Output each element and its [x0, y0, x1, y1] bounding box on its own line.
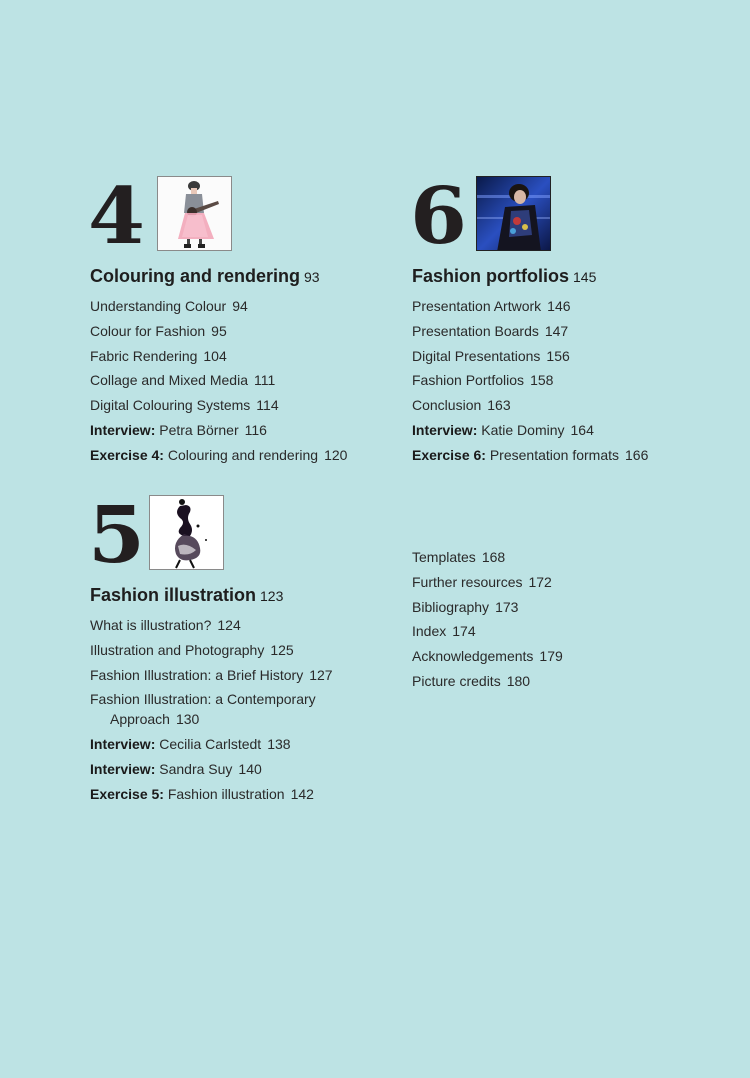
toc-entry-page: 147	[544, 322, 569, 339]
toc-entry-label: Bibliography	[412, 598, 490, 615]
toc-entry-label: Picture credits	[412, 672, 501, 689]
toc-entry-label: Digital Colouring Systems	[90, 397, 251, 414]
chapter-5-contents-list	[90, 615, 390, 804]
toc-entry-label: Conclusion	[412, 397, 482, 414]
toc-entry-label: Understanding Colour	[90, 298, 227, 314]
toc-entry-page: 104	[203, 347, 227, 364]
toc-entry-label: Templates	[412, 549, 476, 565]
toc-entry[interactable]	[90, 296, 390, 316]
toc-entry-page: 127	[309, 666, 333, 683]
toc-entry-page: 173	[495, 598, 519, 615]
chapter-number: 5	[88, 490, 143, 581]
toc-entry-further-resources[interactable]	[412, 572, 712, 592]
toc-entry[interactable]	[412, 370, 712, 390]
toc-entry-page: 166	[625, 446, 649, 463]
toc-entry[interactable]	[90, 689, 365, 729]
toc-entry-page: 124	[217, 617, 241, 633]
toc-entry[interactable]	[412, 395, 712, 415]
toc-entry[interactable]	[90, 346, 390, 366]
chapter-number: 6	[410, 171, 465, 262]
chapter-4-header	[88, 171, 390, 262]
chapter-6-header	[410, 171, 712, 262]
toc-entry-label: Fashion Illustration: a Contemporary Approach	[90, 691, 316, 728]
back-matter-section	[412, 547, 712, 696]
toc-entry-page: 146	[547, 298, 571, 314]
toc-entry-label: Index	[412, 623, 447, 640]
toc-entry[interactable]	[90, 615, 390, 635]
toc-entry-acknowledgements[interactable]	[412, 646, 712, 666]
toc-entry-page: 130	[175, 711, 200, 728]
toc-entry-exercise[interactable]	[90, 445, 390, 465]
chapter-number: 4	[88, 171, 143, 262]
toc-entry-prefix: Exercise 4:	[90, 446, 164, 463]
toc-entry-label: Acknowledgements	[412, 648, 534, 665]
chapter-page-number: 93	[304, 269, 320, 285]
toc-entry[interactable]	[90, 370, 390, 390]
toc-entry-label: Colouring and rendering	[167, 446, 319, 463]
toc-entry-label: Collage and Mixed Media	[90, 372, 248, 389]
toc-entry-page: 156	[546, 347, 570, 364]
toc-entry-label: What is illustration?	[90, 617, 212, 633]
toc-entry-label: Fashion Illustration: a Brief History	[90, 666, 304, 683]
toc-entry-interview[interactable]	[90, 420, 390, 440]
toc-entry[interactable]	[90, 665, 390, 685]
toc-entry-page: 180	[506, 672, 531, 689]
toc-entry-prefix: Exercise 5:	[90, 785, 164, 802]
toc-entry-page: 116	[244, 421, 267, 438]
back-matter-list	[412, 547, 712, 691]
toc-entry-page: 94	[232, 298, 248, 314]
toc-entry-page: 158	[530, 372, 554, 389]
toc-entry-exercise[interactable]	[90, 784, 390, 804]
toc-entry-page: 140	[238, 760, 262, 777]
toc-entry-prefix: Exercise 6:	[412, 446, 486, 463]
chapter-6-thumbnail-image	[476, 176, 551, 251]
toc-entry-interview[interactable]	[90, 759, 390, 779]
toc-entry-exercise[interactable]	[412, 445, 712, 465]
toc-entry-label: Illustration and Photography	[90, 641, 265, 658]
toc-entry-page: 95	[211, 322, 227, 339]
toc-entry-label: Fabric Rendering	[90, 347, 198, 364]
toc-entry-page: 168	[481, 549, 506, 565]
toc-entry-page: 120	[324, 446, 348, 463]
chapter-5-title	[90, 582, 390, 609]
toc-entry-prefix: Interview:	[90, 421, 156, 438]
toc-entry[interactable]	[90, 395, 390, 415]
toc-entry-prefix: Interview:	[90, 736, 156, 753]
toc-entry-label: Colour for Fashion	[90, 322, 206, 339]
toc-entry-page: 172	[528, 573, 552, 590]
toc-entry-templates[interactable]	[412, 547, 712, 567]
toc-entry-interview[interactable]	[90, 734, 390, 754]
toc-entry[interactable]	[90, 640, 390, 660]
toc-entry-label: Presentation formats	[489, 446, 620, 463]
chapter-6-section	[410, 171, 712, 470]
toc-entry-label: Presentation Artwork	[412, 298, 542, 314]
toc-entry-index[interactable]	[412, 621, 712, 641]
toc-entry-bibliography[interactable]	[412, 597, 712, 617]
chapter-title-text: Fashion illustration	[90, 585, 257, 605]
chapter-4-title	[90, 263, 390, 290]
toc-entry-page: 125	[270, 641, 294, 658]
toc-entry-page: 111	[253, 372, 276, 389]
toc-entry-page: 179	[539, 648, 563, 665]
toc-entry-prefix: Interview:	[90, 760, 156, 777]
chapter-page-number: 145	[573, 269, 597, 285]
chapter-5-header	[88, 490, 390, 581]
toc-entry-label: Presentation Boards	[412, 322, 539, 339]
toc-entry-label: Cecilia Carlstedt	[159, 736, 262, 753]
toc-entry-label: Katie Dominy	[481, 421, 565, 438]
toc-entry[interactable]	[90, 321, 390, 341]
toc-entry[interactable]	[412, 321, 712, 341]
toc-entry-page: 163	[487, 397, 511, 414]
chapter-4-section	[88, 171, 390, 470]
toc-entry-prefix: Interview:	[412, 421, 478, 438]
chapter-4-contents-list	[90, 296, 390, 465]
toc-entry-label: Sandra Suy	[159, 760, 233, 777]
chapter-title-text: Fashion portfolios	[412, 266, 569, 286]
chapter-4-thumbnail-image	[157, 176, 232, 251]
toc-entry-picture-credits[interactable]	[412, 671, 712, 691]
chapter-5-thumbnail-image	[149, 495, 224, 570]
toc-entry[interactable]	[412, 296, 712, 316]
toc-entry-interview[interactable]	[412, 420, 712, 440]
toc-entry-label: Fashion illustration	[167, 785, 285, 802]
chapter-6-title	[412, 263, 712, 290]
toc-entry-page: 174	[452, 623, 476, 640]
chapter-title-text: Colouring and rendering	[90, 266, 300, 286]
toc-entry-label: Digital Presentations	[412, 347, 541, 364]
toc-entry-page: 164	[570, 421, 594, 438]
toc-entry[interactable]	[412, 346, 712, 366]
toc-entry-label: Fashion Portfolios	[412, 372, 525, 389]
chapter-6-contents-list	[412, 296, 712, 465]
chapter-page-number: 123	[260, 588, 284, 604]
toc-entry-label: Further resources	[412, 573, 523, 590]
toc-entry-label: Petra Börner	[159, 421, 239, 438]
chapter-5-section	[88, 490, 390, 809]
toc-entry-page: 114	[256, 397, 279, 414]
toc-entry-page: 138	[267, 736, 291, 753]
toc-entry-page: 142	[290, 785, 314, 802]
